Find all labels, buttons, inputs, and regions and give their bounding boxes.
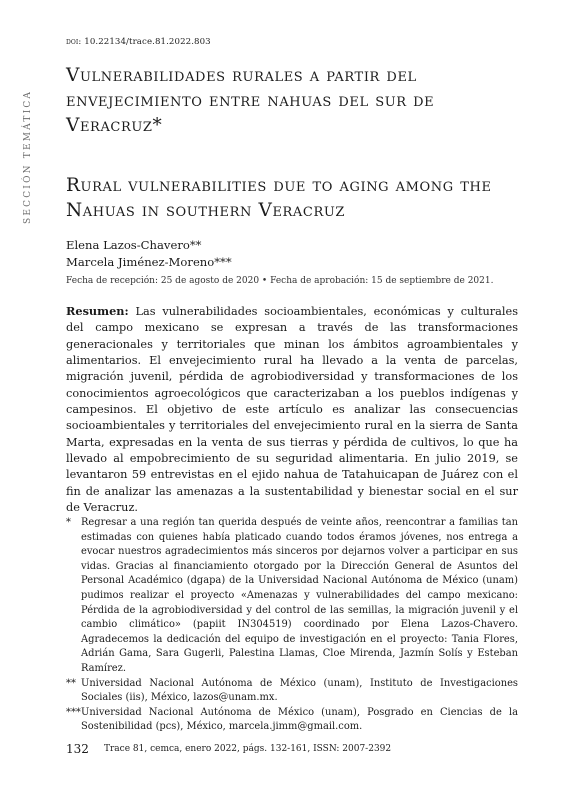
section-label <box>19 78 39 228</box>
abstract <box>66 303 518 516</box>
abstract-label: Resumen: <box>66 304 129 318</box>
doi-value: 10.22134/trace.81.2022.803 <box>84 37 211 47</box>
author-name: Marcela Jiménez-Moreno*** <box>66 255 232 269</box>
footnotes <box>66 516 518 735</box>
footnote-text: Universidad Nacional Autónoma de México (unam), Posgrado en Ciencias de la Sostenibilidad (pcs), México, marcela.jimm@gmail.com. <box>81 706 518 733</box>
submission-dates: Fecha de recepción: 25 de agosto de 2020 • Fecha de aprobación: 15 de septiembre de 2021. <box>66 276 494 286</box>
article-title-english: Rural vulnerabilities due to aging among the Nahuas in southern Veracruz <box>66 175 492 221</box>
article-title-spanish: Vulnerabilidades rurales a partir del envejecimiento entre nahuas del sur de Veracruz* <box>66 65 435 136</box>
running-footer: Trace 81, cemca, enero 2022, págs. 132-161, ISSN: 2007-2392 <box>104 744 392 754</box>
footnote <box>66 516 518 677</box>
footnote-text: Universidad Nacional Autónoma de México (unam), Instituto de Investigaciones Sociales (iis), México, lazos@unam.mx. <box>81 677 518 704</box>
doi-line <box>66 37 211 47</box>
abstract-text: Las vulnerabilidades socioambientales, económicas y culturales del campo mexicano se expresan a través de las transformaciones generacionales y territoriales que minan los ámbitos agroambientales y alimentarios. El envejecimiento rural ha llevado a la venta de parcelas, migración juvenil, pérdida de agrobiodiversidad y transformaciones de los conocimientos agroecológicos que caracterizaban a los pueblos indígenas y campesinos. El objetivo de este artículo es analizar las consecuencias socioambientales y territoriales del envejecimiento rural en la sierra de Santa Marta, expresadas en la venta de sus tierras y pérdida de cultivos, lo que ha llevado al empobrecimiento de su seguridad alimentaria. En julio 2019, se levantaron 59 entrevistas en el ejido nahua de Tatahuicapan de Juárez con el fin de analizar las amenazas a la sustentabilidad y bienestar social en el sur de Veracruz. <box>66 305 518 515</box>
footnote <box>66 706 518 735</box>
page-number: 132 <box>66 742 89 756</box>
footnote-mark: *** <box>66 706 81 718</box>
section-label-text: SECCIÓN TEMÁTICA <box>23 89 33 224</box>
footnote-mark: ** <box>66 677 76 689</box>
doi-prefix: doi: <box>66 37 82 47</box>
footnote-text: Regresar a una región tan querida después de veinte años, reencontrar a familias tan estimadas con quienes había platicado cuando todos éramos jóvenes, nos entrega a evocar nuestros agradecimientos más sinceros por dejarnos volver a participar en sus vidas. Gracias al financiamiento otorgado por la Dirección General de Asuntos del Personal Académico (dgapa) de la Universidad Nacional Autónoma de México (unam) pudimos realizar el proyecto «Amenazas y vulnerabilidades del campo mexicano: Pérdida de la agrobiodiversidad y del control de las semillas, la migración juvenil y el cambio climático» (papiit IN304519) coordinado por Elena Lazos-Chavero. Agradecemos la dedicación del equipo de investigación en el proyecto: Tania Flores, Adrián Gama, Sara Gugerli, Palestina Llamas, Cloe Mirenda, Jazmín Solís y Esteban Ramírez. <box>81 517 518 674</box>
author-list <box>66 237 232 271</box>
footnote <box>66 677 518 706</box>
author-name: Elena Lazos-Chavero** <box>66 238 202 252</box>
footnote-mark: * <box>66 517 71 528</box>
